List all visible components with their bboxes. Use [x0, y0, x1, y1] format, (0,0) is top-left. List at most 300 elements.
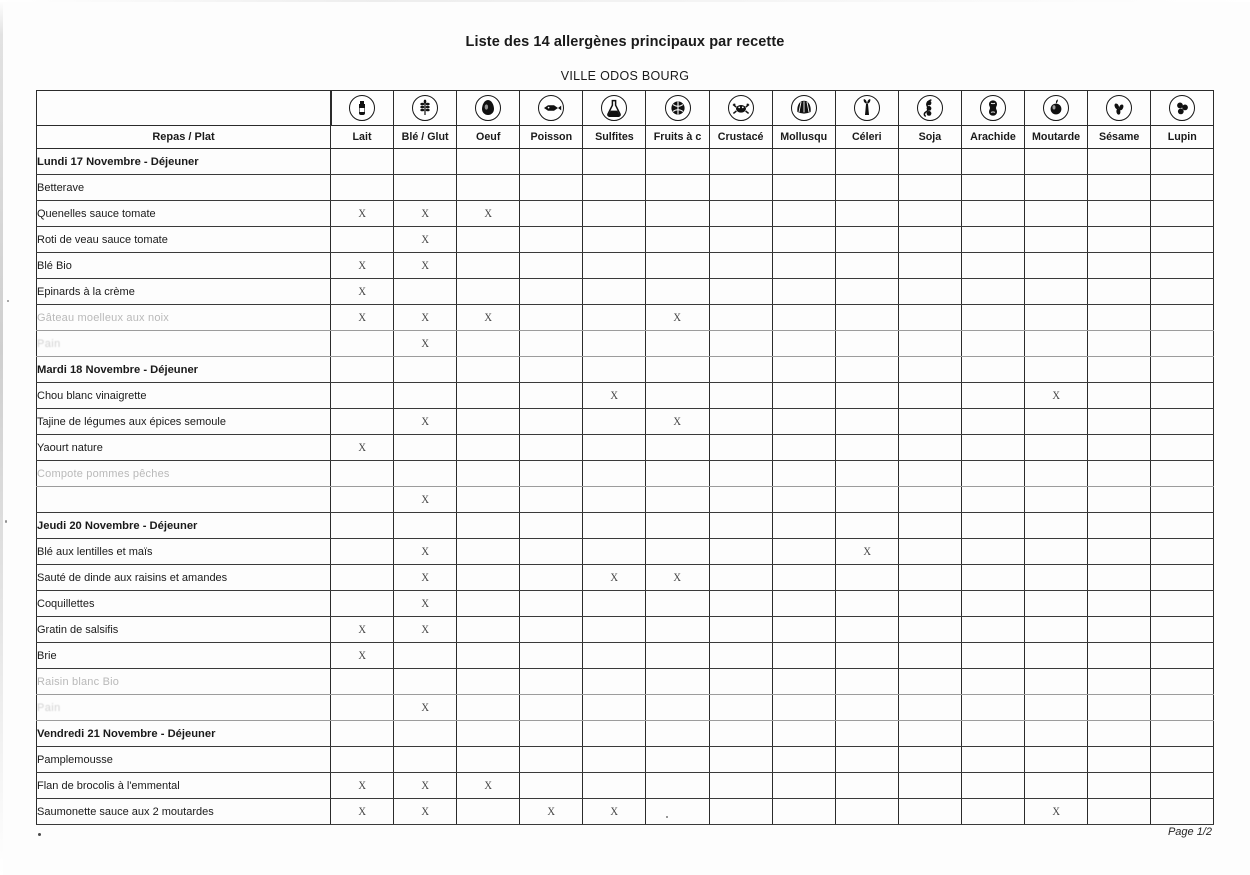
allergen-mark-empty	[583, 643, 646, 669]
egg-icon	[457, 91, 519, 125]
allergen-mark-empty	[835, 409, 898, 435]
allergen-mark-empty	[1088, 357, 1151, 383]
allergen-mark-empty	[1151, 175, 1214, 201]
allergen-mark-empty	[1151, 513, 1214, 539]
allergen-mark-empty	[898, 669, 961, 695]
allergen-mark-empty	[835, 799, 898, 825]
allergen-mark-empty	[583, 617, 646, 643]
allergen-mark-empty	[961, 721, 1024, 747]
allergen-mark-empty	[1025, 227, 1088, 253]
dish-name: Coquillettes	[37, 591, 331, 617]
allergen-mark-empty	[331, 721, 394, 747]
allergen-mark-empty	[394, 279, 457, 305]
allergen-mark-empty	[835, 747, 898, 773]
allergen-mark-empty	[709, 695, 772, 721]
allergen-mark-present	[331, 643, 394, 669]
allergen-mark-empty	[961, 773, 1024, 799]
allergen-mark-empty	[583, 539, 646, 565]
allergen-mark-present	[394, 227, 457, 253]
scan-speck-mid	[666, 816, 668, 818]
allergen-mark-empty	[646, 513, 709, 539]
allergen-mark-empty	[772, 487, 835, 513]
allergen-mark-empty	[520, 149, 583, 175]
allergen-mark-empty	[646, 279, 709, 305]
allergen-mark-empty	[520, 253, 583, 279]
allergen-mark-present	[331, 617, 394, 643]
allergen-mark-empty	[1025, 305, 1088, 331]
allergen-mark-empty	[1088, 669, 1151, 695]
allergen-mark-empty	[520, 487, 583, 513]
allergen-mark-empty	[331, 331, 394, 357]
allergen-mark-empty	[1088, 747, 1151, 773]
allergen-mark-empty	[709, 669, 772, 695]
allergen-mark-empty	[898, 383, 961, 409]
allergen-mark-present	[1025, 799, 1088, 825]
meal-section-label: Lundi 17 Novembre - Déjeuner	[37, 149, 331, 175]
allergen-mark-empty	[646, 643, 709, 669]
table-row	[37, 487, 1214, 513]
allergen-mark-empty	[961, 461, 1024, 487]
allergen-mark-empty	[1151, 331, 1214, 357]
allergen-mark-present	[583, 565, 646, 591]
dish-name: Chou blanc vinaigrette	[37, 383, 331, 409]
allergen-mark-present	[394, 539, 457, 565]
allergen-mark-empty	[961, 149, 1024, 175]
allergen-mark-empty	[457, 799, 520, 825]
allergen-mark-empty	[520, 279, 583, 305]
allergen-mark-empty	[835, 643, 898, 669]
allergen-mark-empty	[1151, 435, 1214, 461]
allergen-mark-empty	[520, 513, 583, 539]
allergen-mark-empty	[646, 253, 709, 279]
allergen-label-header-row	[37, 126, 1214, 149]
allergen-column-header-2: Oeuf	[457, 126, 520, 149]
celery-icon	[836, 91, 898, 125]
allergen-mark-empty	[457, 253, 520, 279]
table-row	[37, 617, 1214, 643]
dish-name: Blé aux lentilles et maïs	[37, 539, 331, 565]
allergen-mark-empty	[772, 773, 835, 799]
allergen-mark-present	[394, 487, 457, 513]
allergen-mark-empty	[1151, 669, 1214, 695]
allergen-mark-empty	[520, 669, 583, 695]
allergen-mark-empty	[709, 305, 772, 331]
allergen-column-header-1: Blé / Glut	[394, 126, 457, 149]
dish-column-header: Repas / Plat	[37, 126, 331, 149]
allergen-mark-empty	[1151, 747, 1214, 773]
allergen-column-header-5: Fruits à c	[646, 126, 709, 149]
x-mark-icon: X	[421, 779, 429, 792]
allergen-mark-empty	[772, 617, 835, 643]
allergen-mark-empty	[709, 643, 772, 669]
table-row	[37, 253, 1214, 279]
allergen-mark-empty	[1088, 565, 1151, 591]
allergen-mark-empty	[835, 617, 898, 643]
allergen-mark-empty	[1151, 487, 1214, 513]
dish-name: Pain	[37, 331, 331, 357]
allergen-mark-empty	[1088, 175, 1151, 201]
allergen-mark-empty	[646, 149, 709, 175]
allergen-mark-empty	[898, 591, 961, 617]
allergen-mark-empty	[961, 331, 1024, 357]
allergen-mark-empty	[457, 669, 520, 695]
allergen-column-header-10: Arachide	[961, 126, 1024, 149]
allergen-mark-empty	[583, 279, 646, 305]
allergen-icon-cell-9	[898, 91, 961, 126]
allergen-mark-empty	[772, 747, 835, 773]
allergen-mark-empty	[709, 617, 772, 643]
allergen-mark-empty	[1151, 279, 1214, 305]
wheat-stalk-icon	[394, 91, 456, 125]
allergen-mark-empty	[331, 175, 394, 201]
allergen-mark-empty	[772, 565, 835, 591]
allergen-mark-empty	[331, 695, 394, 721]
x-mark-icon: X	[358, 207, 366, 220]
x-mark-icon: X	[421, 337, 429, 350]
allergen-icon-cell-0	[331, 91, 394, 126]
allergen-mark-empty	[520, 591, 583, 617]
dish-name: Compote pommes pêches	[37, 461, 331, 487]
allergen-mark-empty	[772, 253, 835, 279]
allergen-mark-empty	[772, 461, 835, 487]
allergen-mark-empty	[835, 695, 898, 721]
allergen-mark-empty	[898, 539, 961, 565]
allergen-mark-present	[457, 773, 520, 799]
allergen-mark-present	[394, 253, 457, 279]
allergen-mark-empty	[394, 383, 457, 409]
allergen-icon-cell-10	[961, 91, 1024, 126]
allergen-mark-empty	[331, 383, 394, 409]
allergen-mark-empty	[583, 773, 646, 799]
allergen-mark-empty	[772, 591, 835, 617]
allergen-mark-empty	[331, 591, 394, 617]
dish-name: Epinards à la crème	[37, 279, 331, 305]
allergen-column-header-8: Céleri	[835, 126, 898, 149]
table-row	[37, 773, 1214, 799]
allergen-mark-present	[331, 305, 394, 331]
allergen-mark-empty	[457, 175, 520, 201]
dish-name: Sauté de dinde aux raisins et amandes	[37, 565, 331, 591]
allergen-mark-empty	[331, 669, 394, 695]
allergen-icon-cell-13	[1151, 91, 1214, 126]
x-mark-icon: X	[862, 545, 871, 558]
dish-name: Pain	[37, 695, 331, 721]
allergen-mark-empty	[835, 591, 898, 617]
allergen-mark-empty	[772, 721, 835, 747]
allergen-mark-empty	[646, 799, 709, 825]
table-row	[37, 175, 1214, 201]
allergen-mark-empty	[898, 305, 961, 331]
allergen-mark-empty	[835, 331, 898, 357]
allergen-mark-empty	[898, 747, 961, 773]
allergen-mark-present	[394, 331, 457, 357]
allergen-mark-empty	[646, 773, 709, 799]
meal-section-label: Vendredi 21 Novembre - Déjeuner	[37, 721, 331, 747]
allergen-mark-empty	[1088, 695, 1151, 721]
allergen-mark-empty	[1025, 331, 1088, 357]
allergen-mark-empty	[1151, 695, 1214, 721]
allergen-mark-empty	[835, 669, 898, 695]
allergen-icon-cell-11	[1025, 91, 1088, 126]
nut-icon	[646, 91, 708, 125]
allergen-mark-present	[1025, 383, 1088, 409]
milk-bottle-icon	[332, 91, 394, 125]
allergen-mark-empty	[331, 539, 394, 565]
allergen-mark-empty	[520, 357, 583, 383]
allergen-mark-empty	[709, 149, 772, 175]
allergen-mark-empty	[1151, 409, 1214, 435]
allergen-mark-empty	[1151, 643, 1214, 669]
scan-speck	[7, 300, 9, 302]
allergen-mark-present	[394, 695, 457, 721]
allergen-mark-present	[394, 773, 457, 799]
allergen-mark-empty	[1025, 591, 1088, 617]
allergen-mark-empty	[709, 591, 772, 617]
allergen-mark-present	[394, 591, 457, 617]
allergen-mark-empty	[961, 383, 1024, 409]
allergen-mark-empty	[1025, 669, 1088, 695]
allergen-mark-empty	[772, 435, 835, 461]
allergen-mark-empty	[772, 149, 835, 175]
dish-name: Gratin de salsifis	[37, 617, 331, 643]
peanut-icon	[962, 91, 1024, 125]
allergen-mark-empty	[1025, 565, 1088, 591]
allergen-mark-empty	[520, 383, 583, 409]
allergen-mark-empty	[1088, 617, 1151, 643]
dish-name: Quenelles sauce tomate	[37, 201, 331, 227]
allergen-mark-present	[520, 799, 583, 825]
x-mark-icon: X	[484, 779, 493, 792]
allergen-mark-empty	[772, 383, 835, 409]
table-row	[37, 747, 1214, 773]
allergen-mark-empty	[331, 487, 394, 513]
allergen-mark-empty	[520, 747, 583, 773]
x-mark-icon: X	[421, 493, 429, 506]
allergen-mark-empty	[898, 175, 961, 201]
meal-section-row	[37, 149, 1214, 175]
allergen-mark-empty	[1025, 643, 1088, 669]
allergen-mark-empty	[772, 279, 835, 305]
table-row	[37, 799, 1214, 825]
allergen-mark-present	[646, 565, 709, 591]
allergen-mark-empty	[898, 695, 961, 721]
allergen-table-container	[36, 90, 1214, 825]
allergen-mark-empty	[898, 617, 961, 643]
allergen-mark-empty	[709, 747, 772, 773]
x-mark-icon: X	[547, 805, 556, 818]
allergen-mark-empty	[520, 409, 583, 435]
allergen-mark-empty	[583, 487, 646, 513]
allergen-mark-empty	[1088, 435, 1151, 461]
allergen-mark-empty	[961, 305, 1024, 331]
allergen-mark-empty	[1151, 591, 1214, 617]
allergen-mark-empty	[898, 253, 961, 279]
allergen-mark-present	[331, 253, 394, 279]
allergen-mark-empty	[457, 591, 520, 617]
allergen-mark-empty	[583, 747, 646, 773]
allergen-mark-empty	[457, 357, 520, 383]
allergen-mark-empty	[961, 253, 1024, 279]
allergen-icon-cell-5	[646, 91, 709, 126]
allergen-icon-cell-12	[1088, 91, 1151, 126]
x-mark-icon: X	[421, 571, 429, 584]
dish-name: Blé Bio	[37, 253, 331, 279]
allergen-mark-empty	[1025, 435, 1088, 461]
allergen-mark-empty	[709, 201, 772, 227]
allergen-mark-empty	[898, 565, 961, 591]
allergen-mark-empty	[835, 565, 898, 591]
allergen-mark-empty	[772, 799, 835, 825]
allergen-mark-empty	[961, 201, 1024, 227]
allergen-mark-empty	[331, 513, 394, 539]
allergen-icon-cell-7	[772, 91, 835, 126]
dish-name: Betterave	[37, 175, 331, 201]
allergen-mark-empty	[1151, 149, 1214, 175]
dish-name: Roti de veau sauce tomate	[37, 227, 331, 253]
allergen-mark-empty	[1088, 409, 1151, 435]
allergen-mark-empty	[457, 643, 520, 669]
allergen-mark-empty	[583, 435, 646, 461]
shell-icon	[773, 91, 835, 125]
allergen-mark-empty	[898, 799, 961, 825]
allergen-mark-empty	[1088, 149, 1151, 175]
allergen-mark-empty	[1088, 461, 1151, 487]
allergen-column-header-13: Lupin	[1151, 126, 1214, 149]
allergen-column-header-4: Sulfites	[583, 126, 646, 149]
allergen-mark-empty	[1151, 799, 1214, 825]
allergen-mark-empty	[835, 175, 898, 201]
allergen-mark-empty	[520, 721, 583, 747]
meal-section-row	[37, 513, 1214, 539]
allergen-mark-empty	[961, 695, 1024, 721]
allergen-mark-empty	[1151, 461, 1214, 487]
allergen-mark-empty	[646, 591, 709, 617]
allergen-mark-empty	[1025, 409, 1088, 435]
allergen-mark-empty	[646, 669, 709, 695]
x-mark-icon: X	[421, 233, 429, 246]
allergen-mark-empty	[457, 383, 520, 409]
allergen-mark-empty	[520, 201, 583, 227]
allergen-mark-empty	[898, 643, 961, 669]
allergen-mark-empty	[457, 279, 520, 305]
allergen-mark-empty	[1025, 201, 1088, 227]
allergen-mark-empty	[772, 513, 835, 539]
allergen-mark-empty	[772, 669, 835, 695]
allergen-mark-empty	[646, 357, 709, 383]
allergen-mark-present	[457, 201, 520, 227]
allergen-mark-empty	[1088, 253, 1151, 279]
table-row	[37, 695, 1214, 721]
x-mark-icon: X	[358, 441, 366, 454]
allergen-mark-empty	[1151, 565, 1214, 591]
allergen-mark-empty	[1151, 305, 1214, 331]
x-mark-icon: X	[421, 259, 429, 272]
allergen-mark-present	[394, 305, 457, 331]
allergen-mark-present	[331, 201, 394, 227]
allergen-mark-empty	[961, 357, 1024, 383]
allergen-mark-empty	[961, 617, 1024, 643]
allergen-mark-empty	[772, 331, 835, 357]
allergen-mark-empty	[709, 253, 772, 279]
allergen-mark-empty	[583, 149, 646, 175]
x-mark-icon: X	[358, 649, 366, 662]
dish-name: Saumonette sauce aux 2 moutardes	[37, 799, 331, 825]
allergen-mark-empty	[394, 357, 457, 383]
allergen-mark-empty	[835, 487, 898, 513]
x-mark-icon: X	[358, 779, 366, 792]
allergen-mark-present	[394, 617, 457, 643]
meal-section-label: Mardi 18 Novembre - Déjeuner	[37, 357, 331, 383]
allergen-mark-present	[583, 799, 646, 825]
allergen-mark-empty	[1088, 227, 1151, 253]
allergen-mark-present	[394, 565, 457, 591]
allergen-table	[36, 90, 1214, 825]
allergen-mark-empty	[583, 227, 646, 253]
allergen-mark-empty	[583, 175, 646, 201]
allergen-mark-empty	[646, 435, 709, 461]
allergen-mark-empty	[1088, 539, 1151, 565]
allergen-mark-empty	[961, 279, 1024, 305]
scan-edge-artifact	[0, 0, 3, 875]
table-row	[37, 383, 1214, 409]
allergen-mark-empty	[520, 435, 583, 461]
meal-section-row	[37, 721, 1214, 747]
allergen-mark-empty	[961, 175, 1024, 201]
allergen-column-header-9: Soja	[898, 126, 961, 149]
x-mark-icon: X	[1052, 805, 1060, 818]
allergen-mark-empty	[583, 669, 646, 695]
allergen-mark-empty	[1025, 747, 1088, 773]
allergen-mark-empty	[583, 721, 646, 747]
table-row	[37, 331, 1214, 357]
allergen-mark-empty	[1025, 773, 1088, 799]
allergen-mark-empty	[961, 747, 1024, 773]
allergen-mark-empty	[583, 591, 646, 617]
allergen-mark-empty	[1088, 305, 1151, 331]
allergen-mark-empty	[457, 747, 520, 773]
allergen-icon-cell-6	[709, 91, 772, 126]
allergen-mark-empty	[583, 253, 646, 279]
page-title: Liste des 14 allergènes principaux par recette	[465, 34, 785, 50]
allergen-mark-empty	[709, 539, 772, 565]
allergen-mark-present	[583, 383, 646, 409]
allergen-mark-empty	[1025, 149, 1088, 175]
x-mark-icon: X	[421, 415, 429, 428]
allergen-mark-empty	[394, 643, 457, 669]
allergen-mark-empty	[1088, 331, 1151, 357]
allergen-mark-empty	[709, 487, 772, 513]
allergen-mark-empty	[709, 279, 772, 305]
allergen-mark-empty	[835, 773, 898, 799]
allergen-mark-empty	[709, 175, 772, 201]
allergen-mark-empty	[709, 773, 772, 799]
allergen-mark-empty	[394, 149, 457, 175]
allergen-mark-empty	[835, 305, 898, 331]
allergen-mark-empty	[331, 747, 394, 773]
allergen-mark-empty	[898, 409, 961, 435]
allergen-mark-empty	[835, 253, 898, 279]
allergen-mark-empty	[1088, 799, 1151, 825]
allergen-mark-empty	[961, 799, 1024, 825]
allergen-mark-empty	[898, 513, 961, 539]
allergen-mark-empty	[1025, 617, 1088, 643]
x-mark-icon: X	[421, 805, 429, 818]
allergen-mark-empty	[457, 227, 520, 253]
x-mark-icon: X	[358, 805, 366, 818]
allergen-mark-empty	[772, 201, 835, 227]
allergen-mark-empty	[772, 227, 835, 253]
allergen-mark-empty	[520, 565, 583, 591]
